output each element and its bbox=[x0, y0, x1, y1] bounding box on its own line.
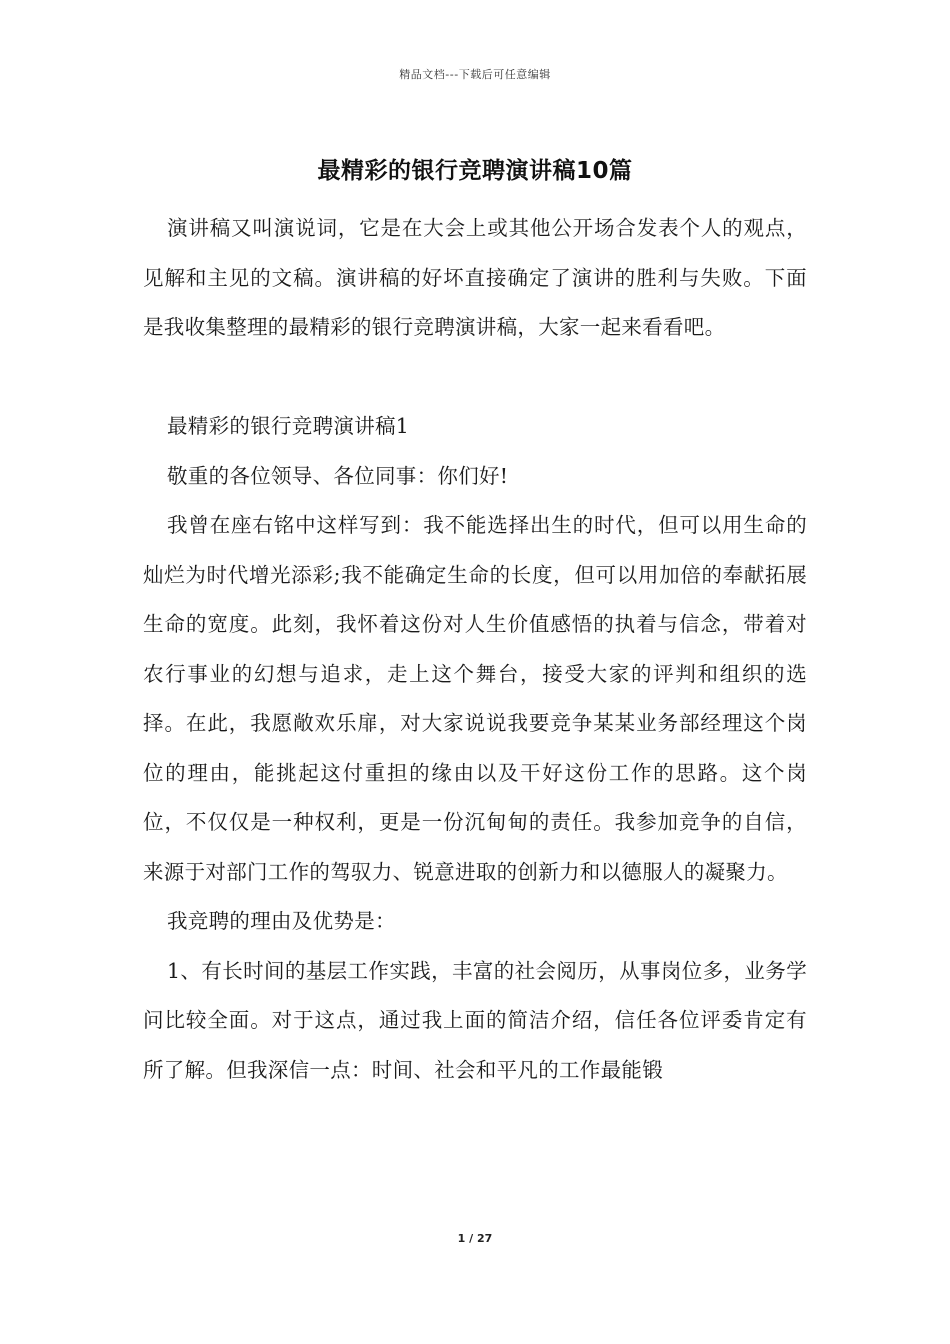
body-paragraph: 我曾在座右铭中这样写到：我不能选择出生的时代，但可以用生命的灿烂为时代增光添彩;我不能确定生命的长度，但可以用加倍的奉献拓展生命的宽度。此刻，我怀着这份对人生价值感悟的执着与信念，带着对农行事业的幻想与追求，走上这个舞台，接受大家的评判和组织的选择。在此，我愿敞欢乐扉，对大家说说我要竞争某某业务部经理这个岗位的理由，能挑起这付重担的缘由以及干好这份工作的思路。这个岗位，不仅仅是一种权利，更是一份沉甸甸的责任。我参加竞争的自信，来源于对部门工作的驾驭力、锐意进取的创新力和以德服人的凝聚力。 bbox=[143, 513, 807, 884]
section-heading: 最精彩的银行竞聘演讲稿1 bbox=[167, 414, 410, 438]
blank-line bbox=[143, 353, 807, 403]
page-header-note: 精品文档---下载后可任意编辑 bbox=[399, 68, 551, 81]
reason-1-paragraph: 1、有长时间的基层工作实践，丰富的社会阅历，从事岗位多，业务学问比较全面。对于这点，通过我上面的简洁介绍，信任各位评委肯定有所了解。但我深信一点：时间、社会和平凡的工作最能锻 bbox=[143, 958, 807, 1082]
document-title: 最精彩的银行竞聘演讲稿10篇 bbox=[317, 158, 633, 184]
reasons-intro-paragraph: 我竞聘的理由及优势是： bbox=[167, 909, 396, 933]
page-number: 1 / 27 bbox=[457, 1232, 493, 1245]
intro-paragraph: 演讲稿又叫演说词，它是在大会上或其他公开场合发表个人的观点，见解和主见的文稿。演讲稿的好坏直接确定了演讲的胜利与失败。下面是我收集整理的最精彩的银行竞聘演讲稿，大家一起来看看吧。 bbox=[143, 216, 807, 339]
document-body bbox=[143, 204, 807, 1095]
salutation-paragraph: 敬重的各位领导、各位同事：你们好! bbox=[167, 463, 509, 488]
